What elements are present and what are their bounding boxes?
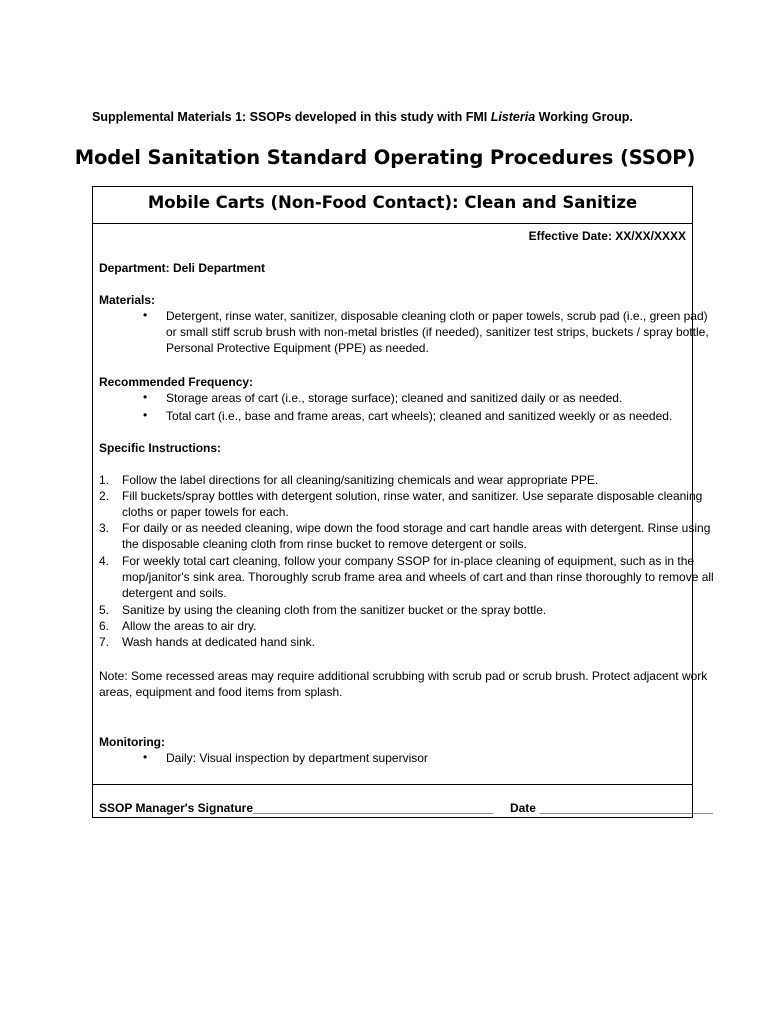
frequency-item: Total cart (i.e., base and frame areas, cart wheels); cleaned and sanitized weekly or as needed.: [166, 409, 673, 423]
step-number: 7.: [99, 635, 110, 649]
signature-row: [99, 801, 713, 815]
bullet-icon: •: [143, 308, 148, 322]
manager-signature-label: SSOP Manager's Signature: [99, 801, 254, 815]
materials-heading: Materials:: [99, 293, 156, 307]
step-number: 6.: [99, 619, 110, 633]
step-line: Sanitize by using the cleaning cloth from the sanitizer bucket or the spray bottle.: [122, 603, 547, 617]
monitoring-heading: Monitoring:: [99, 735, 165, 749]
step-line: detergent and soils.: [122, 586, 227, 600]
materials-line: Personal Protective Equipment (PPE) as needed.: [166, 341, 429, 355]
step-number: 2.: [99, 489, 110, 503]
step-line: cloths or paper towels for each.: [122, 505, 289, 519]
date-field[interactable]: __________________________: [535, 801, 713, 815]
supplemental-heading: [92, 110, 732, 124]
supplemental-suffix: Working Group.: [535, 110, 633, 124]
bullet-icon: •: [143, 750, 148, 764]
step-line: For daily or as needed cleaning, wipe down the food storage and cart handle areas with detergent. Rinse using: [122, 521, 711, 535]
procedure-title: Mobile Carts (Non-Food Contact): Clean and Sanitize: [93, 187, 692, 224]
materials-line: or small stiff scrub brush with non-metal bristles (if needed), sanitizer test strips, buckets / spray bottle,: [166, 325, 709, 339]
note-line: areas, equipment and food items from splash.: [99, 685, 343, 699]
frequency-item: Storage areas of cart (i.e., storage surface); cleaned and sanitized daily or as needed.: [166, 391, 623, 405]
ssop-form: [92, 186, 714, 818]
date-label: Date: [509, 801, 536, 815]
step-number: 4.: [99, 554, 110, 568]
effective-date: Effective Date: XX/XX/XXXX: [528, 229, 686, 243]
step-line: Follow the label directions for all cleaning/sanitizing chemicals and wear appropriate PPE.: [122, 473, 599, 487]
step-line: Allow the areas to air dry.: [122, 619, 257, 633]
step-line: For weekly total cart cleaning, follow your company SSOP for in-place cleaning of equipment, such as in the: [122, 554, 695, 568]
supplemental-italic: Listeria: [490, 110, 536, 124]
procedure-body: [93, 224, 714, 785]
bullet-icon: •: [143, 408, 148, 422]
supplemental-prefix: Supplemental Materials 1: SSOPs developed in this study with FMI: [92, 110, 491, 124]
monitoring-item: Daily: Visual inspection by department supervisor: [166, 751, 428, 765]
frequency-heading: Recommended Frequency:: [99, 375, 254, 389]
step-line: Wash hands at dedicated hand sink.: [122, 635, 316, 649]
bullet-icon: •: [143, 390, 148, 404]
step-number: 3.: [99, 521, 110, 535]
page-title: Model Sanitation Standard Operating Procedures (SSOP): [74, 146, 696, 169]
step-line: the disposable cleaning cloth from rinse bucket to remove detergent or soils.: [122, 537, 527, 551]
instructions-heading: Specific Instructions:: [99, 441, 222, 455]
manager-signature-field[interactable]: ____________________________________: [253, 801, 494, 815]
materials-line: Detergent, rinse water, sanitizer, disposable cleaning cloth or paper towels, scrub pad (i.e., green pad): [166, 309, 708, 323]
step-line: Fill buckets/spray bottles with detergent solution, rinse water, and sanitizer. Use separate disposable cleaning: [122, 489, 703, 503]
note-line: Note: Some recessed areas may require additional scrubbing with scrub pad or scrub brush. Protect adjacent work: [99, 669, 708, 683]
step-line: mop/janitor's sink area. Thoroughly scrub frame area and wheels of cart and than rinse thoroughly to remove all: [122, 570, 714, 584]
step-number: 1.: [99, 473, 110, 487]
department: Department: Deli Department: [99, 261, 266, 275]
step-number: 5.: [99, 603, 110, 617]
